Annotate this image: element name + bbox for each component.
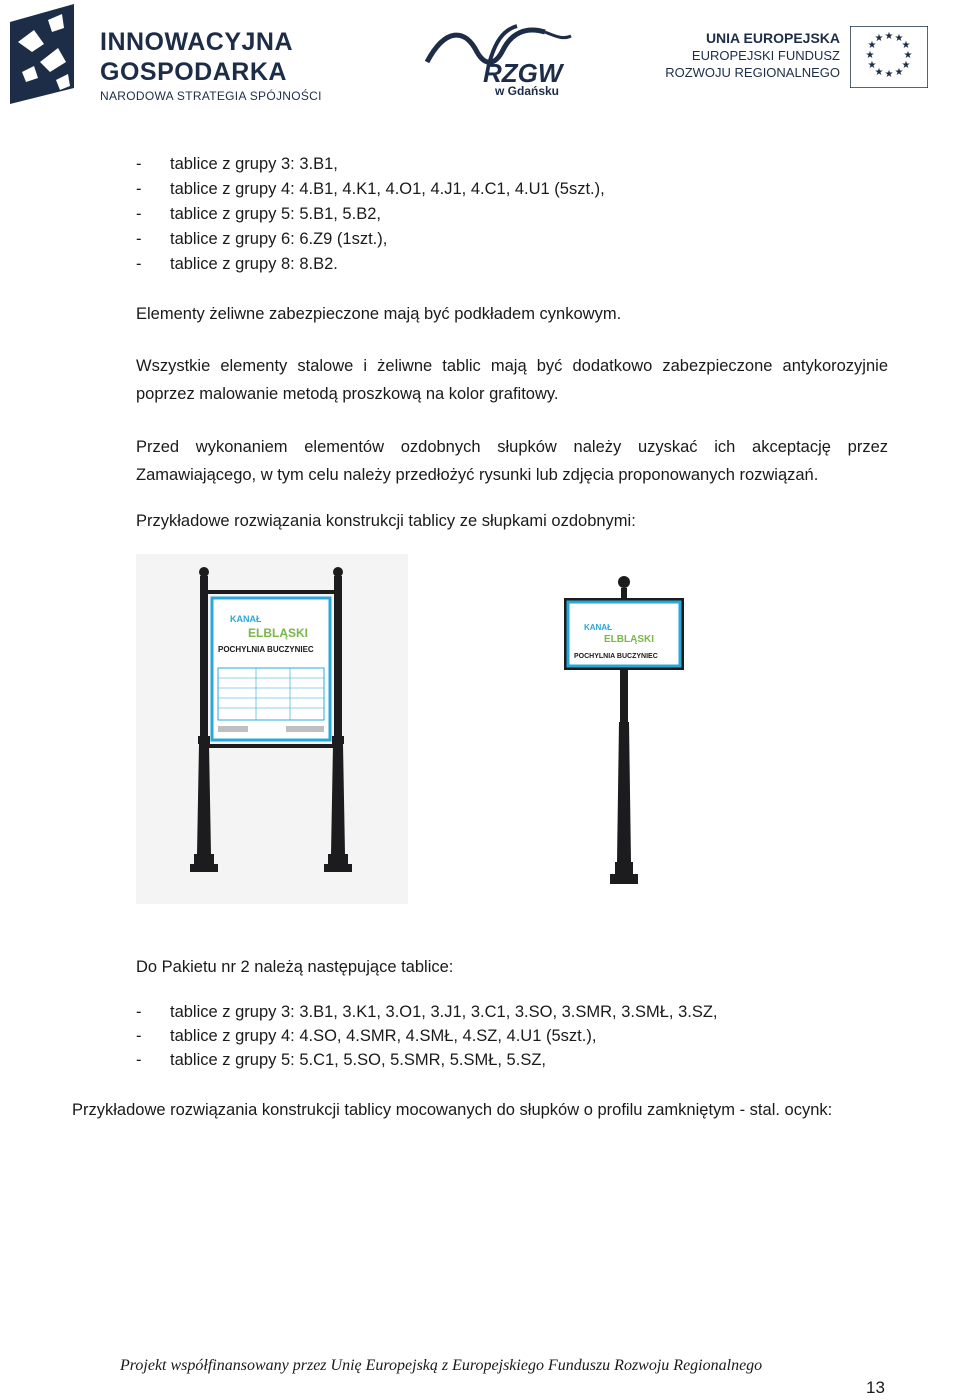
list-item xyxy=(136,155,338,174)
svg-text:★: ★ xyxy=(903,50,913,61)
list-dash: - xyxy=(136,1003,142,1021)
logo-line-1: INNOWACYJNA xyxy=(100,28,294,56)
list-item-text: tablice z grupy 3: 3.B1, 3.K1, 3.O1, 3.J1, 3.C1, 3.SO, 3.SMR, 3.SMŁ, 3.SZ, xyxy=(170,1003,718,1021)
eu-line-3: ROZWOJU REGIONALNEGO xyxy=(665,65,840,80)
innowacyjna-gospodarka-logo xyxy=(4,2,344,107)
sign-two-poles-drawing xyxy=(136,554,408,904)
svg-text:★: ★ xyxy=(867,40,877,51)
rzgw-subtitle: w Gdańsku xyxy=(495,84,560,98)
svg-text:★: ★ xyxy=(884,31,894,42)
svg-text:★: ★ xyxy=(884,69,894,80)
logo-line-2: GOSPODARKA xyxy=(100,58,287,86)
list-dash: - xyxy=(136,1051,142,1069)
list-item xyxy=(136,1051,546,1070)
eu-line-2: EUROPEJSKI FUNDUSZ xyxy=(691,48,840,63)
list-dash: - xyxy=(136,205,142,223)
svg-text:★: ★ xyxy=(894,33,904,44)
rzgw-title: RZGW xyxy=(483,58,563,88)
list-item-text: tablice z grupy 6: 6.Z9 (1szt.), xyxy=(170,230,388,248)
paragraph-acceptance: Przed wykonaniem elementów ozdobnych słupków należy uzyskać ich akceptację przez Zamawiającego, w tym celu należy przedłożyć rysunki lub zdjęcia proponowanych rozwiązań. xyxy=(136,438,888,484)
list-item-text: tablice z grupy 3: 3.B1, xyxy=(170,155,338,173)
list-dash: - xyxy=(136,180,142,198)
logo-line-3: NARODOWA STRATEGIA SPÓJNOŚCI xyxy=(100,89,322,103)
list-item-text: tablice z grupy 4: 4.B1, 4.K1, 4.O1, 4.J1, 4.C1, 4.U1 (5szt.), xyxy=(170,180,605,198)
sign1-line-3: POCHYLNIA BUCZYNIEC xyxy=(218,645,314,654)
sign2-line-1: KANAŁ xyxy=(584,623,612,632)
eu-flag-icon xyxy=(850,26,928,88)
list-item-text: tablice z grupy 5: 5.B1, 5.B2, xyxy=(170,205,381,223)
list-item xyxy=(136,1027,596,1046)
svg-text:★: ★ xyxy=(874,67,884,78)
list-item xyxy=(136,205,381,224)
list-item xyxy=(136,1003,718,1022)
header xyxy=(0,0,960,110)
list-item xyxy=(136,180,605,199)
eu-line-1: UNIA EUROPEJSKA xyxy=(705,30,840,46)
list-item-text: tablice z grupy 8: 8.B2. xyxy=(170,255,338,273)
sign-single-pole-image xyxy=(560,572,690,902)
rzgw-logo xyxy=(425,22,575,98)
svg-text:★: ★ xyxy=(867,60,877,71)
svg-text:★: ★ xyxy=(894,67,904,78)
list-dash: - xyxy=(136,155,142,173)
svg-text:★: ★ xyxy=(865,50,875,61)
list-dash: - xyxy=(136,1027,142,1045)
sign2-line-3: POCHYLNIA BUCZYNIEC xyxy=(574,653,658,660)
list-item xyxy=(136,230,387,249)
eu-logo xyxy=(660,26,960,96)
svg-text:★: ★ xyxy=(901,40,911,51)
sign-single-pole-drawing xyxy=(560,572,690,902)
paragraph-example-closed-profile: Przykładowe rozwiązania konstrukcji tablicy mocowanych do słupków o profilu zamkniętym - stal. ocynk: xyxy=(72,1101,833,1119)
svg-text:★: ★ xyxy=(874,33,884,44)
paragraph-zinc-primer: Elementy żeliwne zabezpieczone mają być podkładem cynkowym. xyxy=(136,305,622,323)
sign-two-poles-image xyxy=(136,554,408,904)
paragraph-package-2: Do Pakietu nr 2 należą następujące tablice: xyxy=(136,958,454,976)
list-dash: - xyxy=(136,230,142,248)
page-number: 13 xyxy=(866,1378,885,1397)
paragraph-corrosion-protection: Wszystkie elementy stalowe i żeliwne tablic mają być dodatkowo zabezpieczone antykorozyjnie poprzez malowanie metodą proszkową na kolor grafitowy. xyxy=(136,357,888,403)
logo-flag-icon xyxy=(4,2,88,106)
svg-text:★: ★ xyxy=(901,60,911,71)
paragraph-example-decorative: Przykładowe rozwiązania konstrukcji tablicy ze słupkami ozdobnymi: xyxy=(136,512,636,530)
list-dash: - xyxy=(136,255,142,273)
list-item-text: tablice z grupy 5: 5.C1, 5.SO, 5.SMR, 5.SMŁ, 5.SZ, xyxy=(170,1051,546,1069)
list-item-text: tablice z grupy 4: 4.SO, 4.SMR, 4.SMŁ, 4.SZ, 4.U1 (5szt.), xyxy=(170,1027,597,1045)
sign1-line-1: KANAŁ xyxy=(230,614,262,624)
footer-cofinancing-note: Projekt współfinansowany przez Unię Europejską z Europejskiego Funduszu Rozwoju Regionalnego xyxy=(120,1357,763,1374)
sign2-line-2: ELBLĄSKI xyxy=(604,634,654,645)
list-item xyxy=(136,255,338,274)
sign1-line-2: ELBLĄSKI xyxy=(248,626,308,640)
